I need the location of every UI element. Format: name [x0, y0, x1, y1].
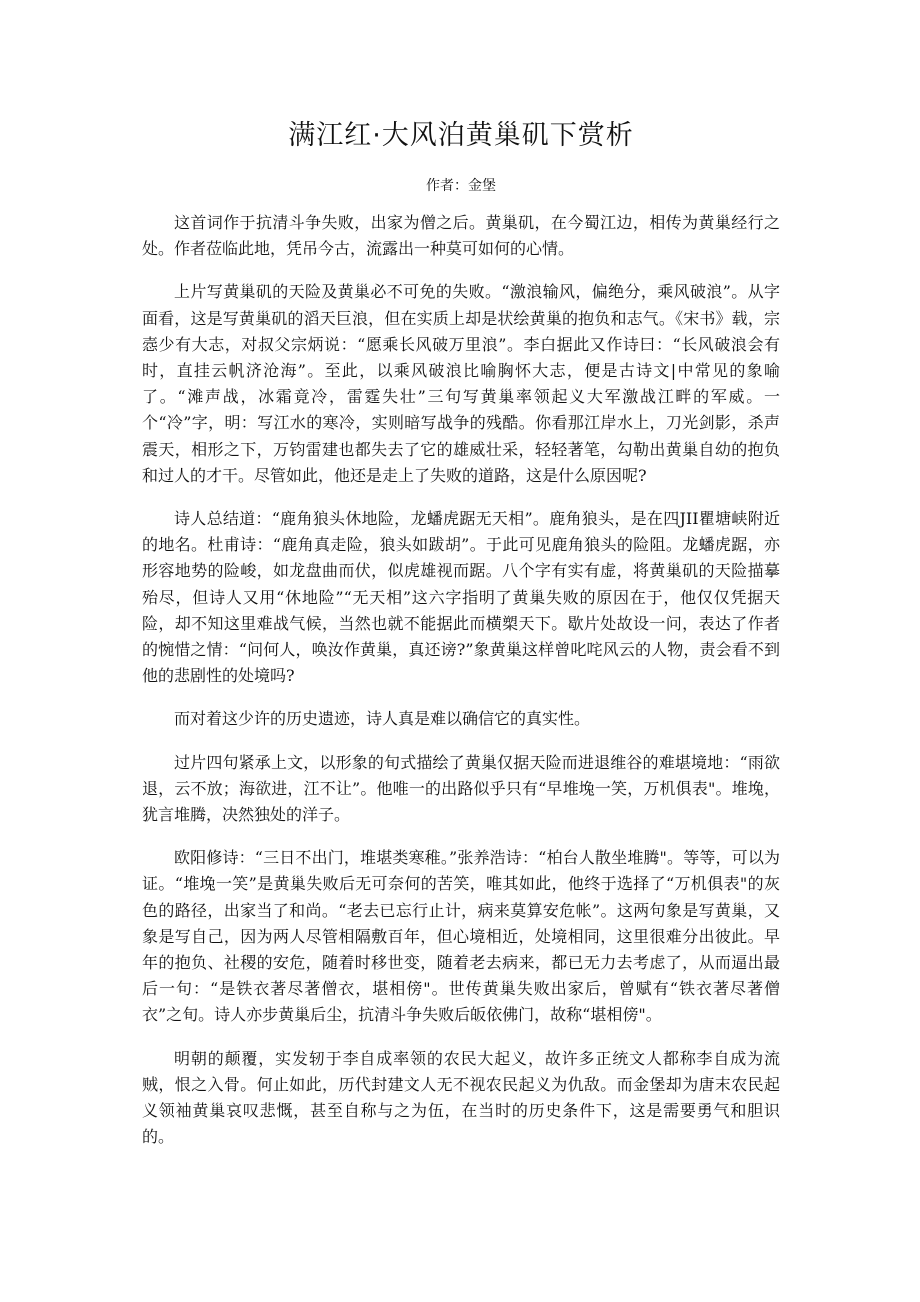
document-page	[142, 118, 780, 1168]
article-author: 作者：金堡	[426, 178, 496, 194]
paragraph-7: 明朝的颠覆，实发轫于李自成率领的农民大起义，故许多正统文人都称李自成为流贼，恨之入骨。何止如此，历代封建文人无不视农民起义为仇敌。而金堡却为唐末农民起义领袖黄巢哀叹悲慨，甚至自称与之为伍，在当时的历史条件下，这是需要勇气和胆识的。	[142, 1048, 780, 1147]
article-title: 满江红·大风泊黄巢矶下赏析	[288, 120, 634, 151]
paragraph-6: 欧阳修诗：“三日不出门，堆堪类寒稚。”张养浩诗：“柏台人散坐堆腾"。等等，可以为证。“堆堍一笑”是黄巢失败后无可奈何的苦笑，唯其如此，他终于选择了“万机俱表"的灰色的路径，出家当了和尚。“老去已忘行止计，病来莫算安危帐”。这两句象是写黄巢，又象是写自己，因为两人尽管相隔敷百年，但心境相近，处境相同，这里很难分出彼此。早年的抱负、社稷的安危，随着时移世变，随着老去病来，都已无力去考虑了，从而逼出最后一句：“是铁衣著尽著僧衣，堪相傍"。世传黄巢失败出家后，曾赋有“铁衣著尽著僧衣”之旬。诗人亦步黄巢后尘，抗清斗争失败后皈依佛门，故称“堪相傍"。	[142, 848, 780, 1025]
paragraph-5: 过片四句紧承上文，以形象的旬式描绘了黄巢仅据天险而进退维谷的难堪境地：“雨欲退，云不放；海欲进，江不让”。他唯一的出路似乎只有“早堆堍一笑，万机俱表"。堆堍，犹言堆腾，决然独处的洋子。	[142, 752, 780, 825]
paragraph-2: 上片写黄巢矶的天险及黄巢必不可免的失败。“激浪输风，偏绝分，乘风破浪”。从字面看，这是写黄巢矶的滔天巨浪，但在实质上却是状绘黄巢的抱负和志气。《宋书》载，宗悫少有大志，对叔父宗炳说：“愿乘长风破万里浪”。李白据此又作诗曰：“长风破浪会有时，直挂云帆济沧海”。至此，以乘风破浪比喻胸怀大志，便是古诗文|中常见的象喻了。“滩声战，冰霜竟冷，雷霆失壮”三句写黄巢率领起义大军激战江畔的军威。一个“冷”字，明：写江水的寒冷，实则暗写战争的残酷。你看那江岸水上，刀光剑影，杀声震天，相形之下，万钧雷建也都失去了它的雄威壮采，轻轻著笔，勾勒出黄巢自幼的抱负和过人的才干。尽管如此，他还是走上了失败的道路，这是什么原因呢?	[142, 282, 780, 485]
paragraph-4: 而对着这少许的历史遗迹，诗人真是难以确信它的真实性。	[174, 709, 591, 729]
paragraph-3: 诗人总结道：“鹿角狼头休地险，龙蟠虎踞无天相”。鹿角狼头，是在四JII瞿塘峡附近的地名。杜甫诗：“鹿角真走险，狼头如跋胡”。于此可见鹿角狼头的险阻。龙蟠虎踞，亦形容地势的险峻，如龙盘曲而伏，似虎雄视而踞。八个字有实有虚，将黄巢矶的天险描摹殆尽，但诗人又用“休地险”“无天相”这六字指明了黄巢失败的原因在于，他仅仅凭据天险，却不知这里难战气候，当然也就不能据此而横槊天下。歇片处故设一问，表达了作者的惋惜之情：“问何人，唤汝作黄巢，真还谤?”象黄巢这样曾叱咤风云的人物，责会看不到他的悲剧性的处境吗?	[142, 509, 780, 686]
paragraph-1: 这首词作于抗清斗争失败，出家为僧之后。黄巢矶，在今蜀江边，相传为黄巢经行之处。作者莅临此地，凭吊今古，流露出一种莫可如何的心情。	[142, 213, 780, 259]
